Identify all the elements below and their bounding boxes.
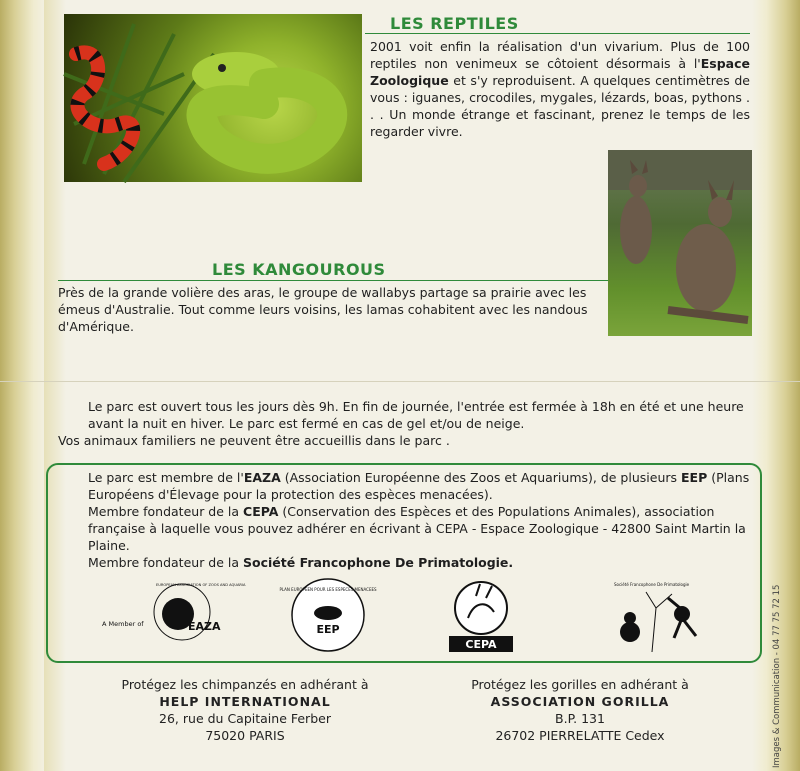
membership-p3	[58, 554, 753, 571]
help-gorilla-org: ASSOCIATION GORILLA	[490, 694, 670, 709]
page-fold-line	[0, 381, 800, 382]
printer-credit	[770, 540, 782, 770]
pets-notice: Vos animaux familiers ne peuvent être accueillis dans le parc .	[58, 433, 450, 448]
left-border-stripe	[0, 0, 48, 771]
reptiles-title-rule	[365, 33, 750, 34]
python-body	[202, 82, 333, 158]
opening-hours-line1: Le parc est ouvert tous les jours dès 9h. En fin de journée, l'entrée est fermée à 18h en été et une heure avant la nuit en hiver. Le parc est fermé en cas de gel et/ou de neige.	[88, 399, 744, 431]
help-gorilla-address: B.P. 131	[555, 711, 605, 726]
membership-p3-start: Membre fondateur de la	[88, 555, 244, 570]
eaza-logo-ring: EUROPEAN ASSOCIATION OF ZOOS AND AQUARIA	[156, 583, 246, 587]
membership-text	[58, 469, 753, 571]
reptiles-line2b: et s'y reproduisent. A quelques centimètres de vous : iguanes, crocodiles, mygales, lézards, boas, pythons . . . Un monde étrange et fascinant, prenez le temps de les regarder vivre.	[370, 73, 750, 139]
wallaby-photo	[608, 150, 752, 336]
reptiles-line1: 2001 voit enfin la réalisation d'un vivarium. Plus de 100	[370, 39, 750, 54]
eaza-member-text: A Member of	[102, 620, 144, 628]
help-gorilla-line1: Protégez les gorilles en adhérant à	[471, 677, 689, 692]
cepa-logo-name: CEPA	[465, 638, 497, 651]
eep-logo-ring: PLAN EUROPEEN POUR LES ESPECES MENACEES	[279, 587, 377, 592]
help-gorillas	[430, 676, 730, 744]
kangaroos-title-rule	[58, 280, 608, 281]
eaza-logo-name: EAZA	[188, 620, 221, 633]
membership-p1-mid: (Association Européenne des Zoos et Aquariums), de plusieurs	[280, 470, 681, 485]
eep-logo	[279, 575, 377, 655]
eaza-label: EAZA	[243, 470, 281, 485]
espace-zoologique-name: Espace Zoologique	[370, 56, 750, 88]
reptile-photo	[64, 14, 362, 182]
help-chimp-city: 75020 PARIS	[205, 728, 285, 743]
sfdp-logo-name: Société Francophone De Primatologie	[614, 582, 690, 587]
reptiles-title: LES REPTILES	[390, 14, 519, 33]
help-chimp-org: HELP INTERNATIONAL	[159, 694, 331, 709]
help-chimpanzees	[80, 676, 410, 744]
cepa-logo	[446, 578, 516, 654]
help-chimp-address: 26, rue du Capitaine Ferber	[159, 711, 331, 726]
kangaroos-title: LES KANGOUROUS	[212, 260, 386, 279]
membership-p2	[58, 503, 753, 554]
sfdp-logo	[612, 578, 708, 652]
sfdp-label: Société Francophone De Primatologie.	[243, 555, 514, 570]
membership-p1-start: Le parc est membre de l'	[88, 470, 244, 485]
eep-logo-name: EEP	[316, 623, 340, 636]
help-gorilla-city: 26702 PIERRELATTE Cedex	[495, 728, 665, 743]
cepa-label: CEPA	[243, 504, 279, 519]
eep-label: EEP	[681, 470, 708, 485]
opening-hours	[58, 398, 758, 449]
eaza-logo	[100, 578, 246, 648]
printer-credit-text: Images & Communication - 04 77 75 72 15	[772, 584, 782, 768]
kangaroos-paragraph: Près de la grande volière des aras, le groupe de wallabys partage sa prairie avec les émeus d'Australie. Tout comme leurs voisins, les lamas cohabitent avec les nandous d'Amérique.	[58, 285, 588, 334]
reptiles-line2a: reptiles non venimeux se côtoient désormais à l'	[370, 56, 701, 71]
membership-p2-end: (Conservation des Espèces et des Populations Animales), association française à laquelle vous pouvez adhérer en écrivant à CEPA - Espace Zoologique - 42800 Saint Martin la Plaine.	[88, 504, 746, 553]
reptiles-paragraph	[370, 38, 750, 140]
membership-p2-start: Membre fondateur de la	[88, 504, 244, 519]
help-chimp-line1: Protégez les chimpanzés en adhérant à	[121, 677, 369, 692]
membership-p1	[58, 469, 753, 503]
membership-p1-end: (Plans Européens d'Élevage pour la protection des espèces menacées).	[88, 470, 750, 502]
